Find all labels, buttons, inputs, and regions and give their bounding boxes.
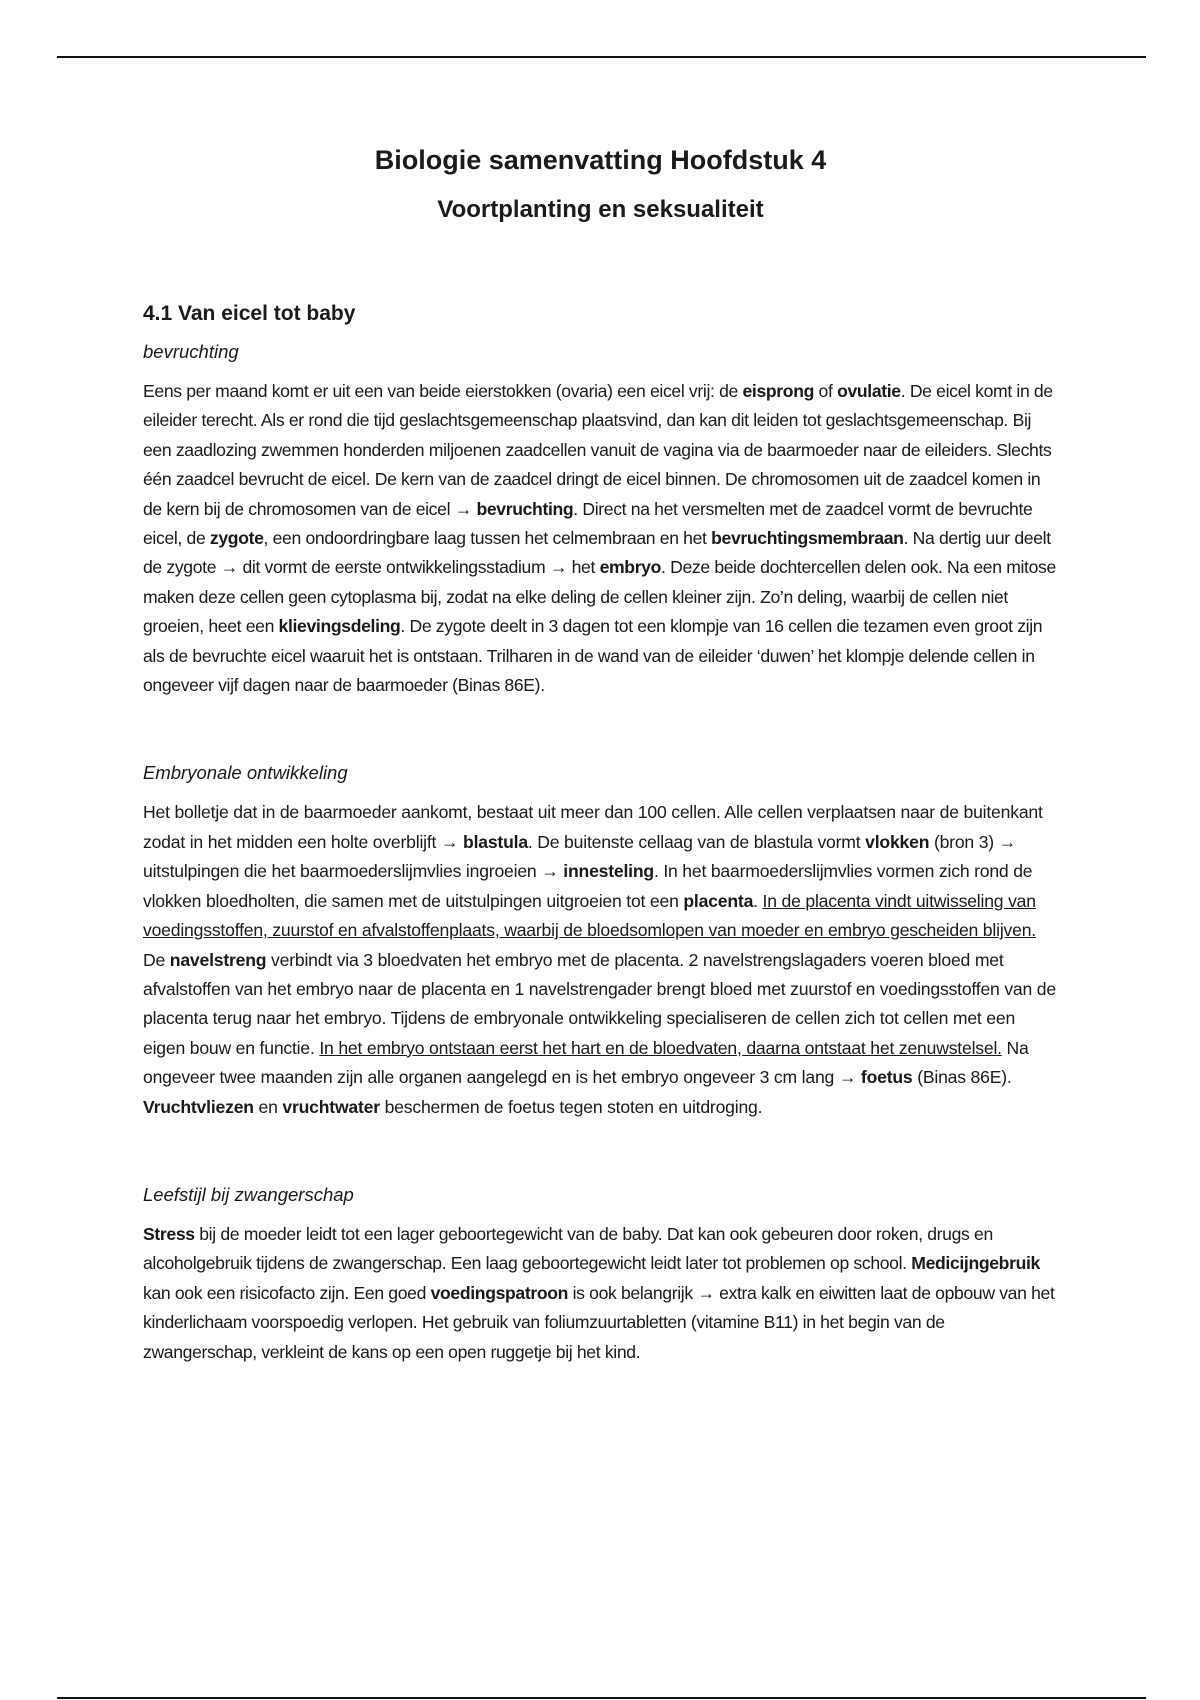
text-run: . De zygote deelt in 3 dagen tot een klompje van 16 cellen die tezamen even groot zijn als de bevruchte eicel waaruit het is ontstaan. Trilharen in de wand van de eileider ‘duwen’ het klompje delende cellen in ongeveer vijf dagen naar de baarmoeder (Binas 86E). bbox=[143, 616, 1043, 696]
text-run: . Direct na het versmelten met de zaadcel vormt de bevruchte eicel, de bbox=[143, 498, 1033, 549]
section-heading: 4.1 Van eicel tot baby bbox=[143, 302, 356, 325]
bold-term: Medicijngebruik bbox=[911, 1253, 1040, 1274]
text-run: , een ondoordringbare laag tussen het celmembraan en het bbox=[263, 528, 712, 549]
text-run: . De eicel komt in de eileider terecht. Als er rond die tijd geslachtsgemeenschap plaatsvind, dan kan dit leiden tot geslachtsgemeenschap. Bij een zaadlozing zwemmen honderden miljoenen zaadcellen vanuit de vagina via de baarmoeder naar de eileiders. Slechts één zaadcel bevrucht de eicel. De kern van de zaadcel dringt de eicel binnen. De chromosomen uit de zaadcel komen in de kern bij de chromosomen van de eicel → bbox=[143, 381, 1053, 519]
bold-term: zygote bbox=[209, 528, 264, 549]
text-run: Eens per maand komt er uit een van beide eierstokken (ovaria) een eicel vrij: de bbox=[143, 381, 743, 401]
topic-heading-embryonale-ontwikkeling: Embryonale ontwikkeling bbox=[143, 762, 348, 784]
paragraph-bevruchting bbox=[143, 377, 1058, 700]
topic-heading-bevruchting: bevruchting bbox=[143, 341, 239, 362]
bold-term: klievingsdeling bbox=[278, 616, 401, 637]
paragraph-leefstijl bbox=[143, 1220, 1058, 1367]
bold-term: Vruchtvliezen bbox=[143, 1096, 254, 1117]
text-run: (Binas 86E). bbox=[912, 1067, 1012, 1088]
bold-term: placenta bbox=[683, 890, 754, 911]
footer-rule bbox=[57, 1697, 1146, 1699]
text-run: De bbox=[143, 949, 170, 970]
document-title: Biologie samenvatting Hoofdstuk 4 bbox=[374, 145, 827, 175]
underlined-text: In de placenta vindt uitwisseling van voedingsstoffen, zuurstof en afvalstoffenplaats, waarbij de bloedsomlopen van moeder en embryo gescheiden blijven. bbox=[143, 890, 1036, 941]
text-run: bij de moeder leidt tot een lager geboortegewicht van de baby. Dat kan ook gebeuren door roken, drugs en alcoholgebruik tijdens de zwangerschap. Een laag geboortegewicht leidt later tot problemen op school. bbox=[143, 1223, 993, 1274]
text-run: (bron 3) → uitstulpingen die het baarmoederslijmvlies ingroeien → bbox=[143, 831, 1017, 882]
document-subtitle: Voortplanting en seksualiteit bbox=[437, 196, 764, 223]
bold-term: voedingspatroon bbox=[430, 1282, 569, 1303]
text-run: . Na dertig uur deelt de zygote → dit vormt de eerste ontwikkelingsstadium → het bbox=[143, 528, 1051, 578]
bold-term: navelstreng bbox=[169, 949, 267, 970]
text-run: verbindt via 3 bloedvaten het embryo met de placenta. 2 navelstrengslagaders voeren bloed met afvalstoffen van het embryo naar de placenta en 1 navelstrengader brengt bloed met zuurstof en voedingsstoffen van de placenta terug naar het embryo. Tijdens de embryonale ontwikkeling specialiseren de cellen zich tot cellen met een eigen bouw en functie. bbox=[143, 949, 1056, 1058]
bold-term: innesteling bbox=[563, 861, 654, 882]
bold-term: bevruchting bbox=[476, 498, 574, 519]
text-run: is ook belangrijk → extra kalk en eiwitten laat de opbouw van het kinderlichaam voorspoedig verlopen. Het gebruik van foliumzuurtabletten (vitamine B11) in het begin van de zwangerschap, verkleint de kans op een open ruggetje bij het kind. bbox=[143, 1282, 1055, 1362]
text-run: . Deze beide dochtercellen delen ook. Na een mitose maken deze cellen geen cytoplasma bij, zodat na elke deling de cellen kleiner zijn. Zo’n deling, waarbij de cellen niet groeien, heet een bbox=[143, 557, 1056, 637]
text-run: kan ook een risicofacto zijn. Een goed bbox=[143, 1282, 431, 1303]
bold-term: bevruchtingsmembraan bbox=[711, 528, 904, 549]
bold-term: Stress bbox=[143, 1223, 195, 1244]
text-run: . bbox=[753, 890, 763, 911]
bold-term: foetus bbox=[860, 1067, 913, 1088]
document-page bbox=[143, 145, 1058, 1367]
bold-term: vruchtwater bbox=[282, 1096, 380, 1117]
text-run: . In het baarmoederslijmvlies vormen zich rond de vlokken bloedholten, die samen met de uitstulpingen uitgroeien tot een bbox=[143, 861, 1033, 911]
header-rule bbox=[57, 56, 1146, 58]
topic-heading-leefstijl: Leefstijl bij zwangerschap bbox=[143, 1183, 354, 1205]
text-run: of bbox=[814, 381, 838, 401]
text-run: Het bolletje dat in de baarmoeder aankomt, bestaat uit meer dan 100 cellen. Alle cellen verplaatsen naar de buitenkant zodat in het midden een holte overblijft → bbox=[143, 802, 1043, 852]
text-run: beschermen de foetus tegen stoten en uitdroging. bbox=[379, 1096, 763, 1117]
underlined-text: In het embryo ontstaan eerst het hart en de bloedvaten, daarna ontstaat het zenuwstelsel. bbox=[319, 1037, 1002, 1058]
bold-term: eisprong bbox=[742, 381, 814, 401]
text-run: . De buitenste cellaag van de blastula vormt bbox=[527, 831, 866, 852]
paragraph-embryonale-ontwikkeling bbox=[143, 798, 1058, 1121]
bold-term: ovulatie bbox=[837, 381, 901, 401]
bold-term: blastula bbox=[463, 831, 528, 852]
text-run: en bbox=[253, 1096, 283, 1117]
bold-term: embryo bbox=[599, 557, 662, 578]
bold-term: vlokken bbox=[865, 831, 930, 852]
text-run: Na ongeveer twee maanden zijn alle organen aangelegd en is het embryo ongeveer 3 cm lang → bbox=[143, 1037, 1029, 1088]
